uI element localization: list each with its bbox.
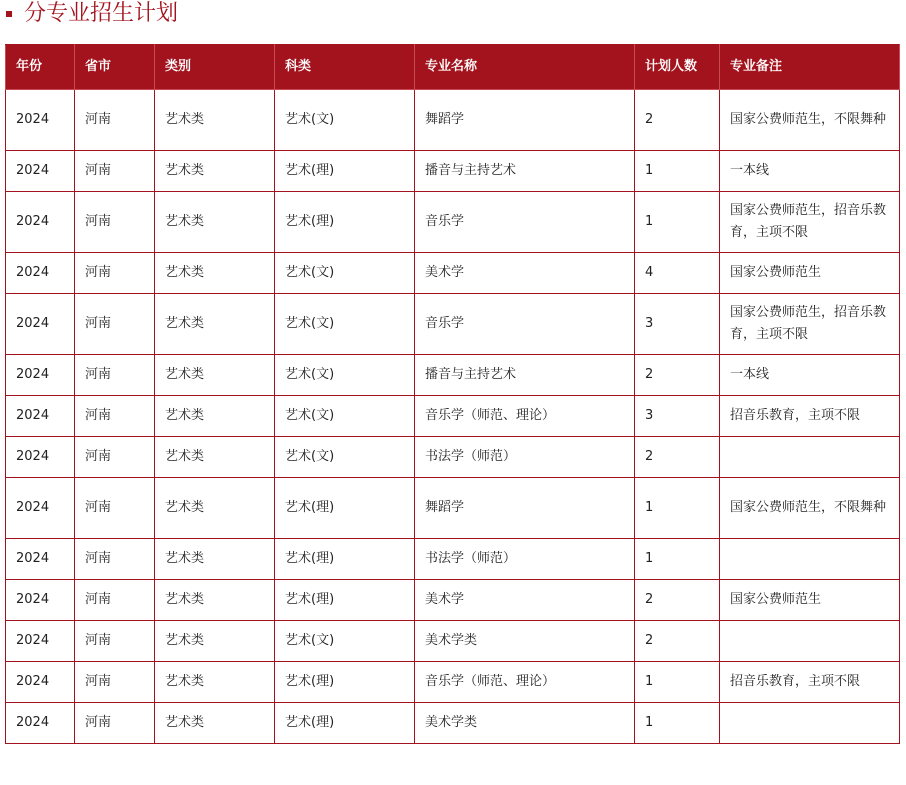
cell-province: 河南	[75, 437, 155, 478]
cell-major: 播音与主持艺术	[415, 151, 635, 192]
table-row	[6, 580, 900, 621]
table-row	[6, 662, 900, 703]
cell-subject-type: 艺术(文)	[275, 253, 415, 294]
cell-province: 河南	[75, 151, 155, 192]
page-title: 分专业招生计划	[24, 1, 179, 26]
cell-year: 2024	[6, 621, 75, 662]
cell-subject-type: 艺术(文)	[275, 621, 415, 662]
cell-notes	[720, 539, 900, 580]
cell-year: 2024	[6, 192, 75, 253]
cell-notes: 一本线	[720, 355, 900, 396]
cell-major: 书法学（师范）	[415, 539, 635, 580]
cell-category: 艺术类	[155, 662, 275, 703]
cell-province: 河南	[75, 580, 155, 621]
cell-year: 2024	[6, 396, 75, 437]
cell-subject-type: 艺术(理)	[275, 478, 415, 539]
cell-notes: 国家公费师范生，招音乐教育，主项不限	[720, 192, 900, 253]
cell-notes	[720, 703, 900, 744]
table-row	[6, 621, 900, 662]
cell-category: 艺术类	[155, 580, 275, 621]
cell-quota: 2	[635, 437, 720, 478]
cell-notes: 招音乐教育，主项不限	[720, 662, 900, 703]
cell-quota: 3	[635, 396, 720, 437]
cell-year: 2024	[6, 90, 75, 151]
cell-year: 2024	[6, 662, 75, 703]
cell-province: 河南	[75, 662, 155, 703]
cell-major: 播音与主持艺术	[415, 355, 635, 396]
cell-category: 艺术类	[155, 151, 275, 192]
cell-quota: 2	[635, 355, 720, 396]
cell-quota: 1	[635, 151, 720, 192]
cell-category: 艺术类	[155, 192, 275, 253]
cell-province: 河南	[75, 539, 155, 580]
cell-category: 艺术类	[155, 396, 275, 437]
cell-year: 2024	[6, 478, 75, 539]
table-row	[6, 253, 900, 294]
cell-subject-type: 艺术(文)	[275, 437, 415, 478]
column-header-subject-type: 科类	[275, 45, 415, 90]
cell-quota: 1	[635, 478, 720, 539]
cell-subject-type: 艺术(理)	[275, 580, 415, 621]
cell-major: 舞蹈学	[415, 90, 635, 151]
cell-province: 河南	[75, 253, 155, 294]
cell-category: 艺术类	[155, 90, 275, 151]
table-row	[6, 539, 900, 580]
section-header	[0, 0, 906, 42]
cell-notes	[720, 437, 900, 478]
cell-year: 2024	[6, 294, 75, 355]
table-row	[6, 396, 900, 437]
title-bullet-icon	[6, 11, 12, 17]
table-row	[6, 294, 900, 355]
cell-notes: 招音乐教育，主项不限	[720, 396, 900, 437]
cell-province: 河南	[75, 396, 155, 437]
cell-year: 2024	[6, 580, 75, 621]
column-header-province: 省市	[75, 45, 155, 90]
table-row	[6, 151, 900, 192]
cell-major: 美术学类	[415, 703, 635, 744]
cell-subject-type: 艺术(理)	[275, 703, 415, 744]
cell-major: 美术学	[415, 580, 635, 621]
cell-subject-type: 艺术(文)	[275, 355, 415, 396]
cell-major: 舞蹈学	[415, 478, 635, 539]
cell-major: 音乐学（师范、理论）	[415, 396, 635, 437]
cell-category: 艺术类	[155, 539, 275, 580]
column-header-quota: 计划人数	[635, 45, 720, 90]
cell-province: 河南	[75, 90, 155, 151]
cell-category: 艺术类	[155, 478, 275, 539]
cell-province: 河南	[75, 621, 155, 662]
column-header-category: 类别	[155, 45, 275, 90]
column-header-notes: 专业备注	[720, 45, 900, 90]
cell-year: 2024	[6, 539, 75, 580]
cell-subject-type: 艺术(理)	[275, 151, 415, 192]
cell-category: 艺术类	[155, 355, 275, 396]
cell-quota: 1	[635, 539, 720, 580]
cell-quota: 2	[635, 580, 720, 621]
table-row	[6, 437, 900, 478]
table-row	[6, 355, 900, 396]
cell-category: 艺术类	[155, 703, 275, 744]
cell-notes: 国家公费师范生，招音乐教育，主项不限	[720, 294, 900, 355]
cell-province: 河南	[75, 192, 155, 253]
cell-year: 2024	[6, 253, 75, 294]
cell-province: 河南	[75, 355, 155, 396]
cell-quota: 1	[635, 192, 720, 253]
cell-quota: 3	[635, 294, 720, 355]
table-row	[6, 478, 900, 539]
column-header-year: 年份	[6, 45, 75, 90]
cell-major: 美术学	[415, 253, 635, 294]
table-row	[6, 703, 900, 744]
cell-notes	[720, 621, 900, 662]
cell-year: 2024	[6, 355, 75, 396]
cell-province: 河南	[75, 478, 155, 539]
cell-province: 河南	[75, 703, 155, 744]
cell-province: 河南	[75, 294, 155, 355]
cell-subject-type: 艺术(理)	[275, 192, 415, 253]
cell-year: 2024	[6, 151, 75, 192]
cell-category: 艺术类	[155, 294, 275, 355]
cell-notes: 一本线	[720, 151, 900, 192]
cell-subject-type: 艺术(文)	[275, 294, 415, 355]
cell-subject-type: 艺术(理)	[275, 539, 415, 580]
cell-year: 2024	[6, 437, 75, 478]
cell-notes: 国家公费师范生，不限舞种	[720, 478, 900, 539]
cell-category: 艺术类	[155, 253, 275, 294]
admission-plan-table	[5, 44, 900, 744]
cell-subject-type: 艺术(文)	[275, 396, 415, 437]
cell-quota: 2	[635, 621, 720, 662]
cell-category: 艺术类	[155, 621, 275, 662]
cell-major: 书法学（师范）	[415, 437, 635, 478]
cell-major: 音乐学	[415, 294, 635, 355]
table-row	[6, 90, 900, 151]
cell-quota: 2	[635, 90, 720, 151]
cell-quota: 1	[635, 703, 720, 744]
cell-major: 美术学类	[415, 621, 635, 662]
cell-subject-type: 艺术(文)	[275, 90, 415, 151]
cell-major: 音乐学（师范、理论）	[415, 662, 635, 703]
cell-quota: 1	[635, 662, 720, 703]
table-row	[6, 192, 900, 253]
cell-notes: 国家公费师范生	[720, 580, 900, 621]
cell-notes: 国家公费师范生，不限舞种	[720, 90, 900, 151]
cell-subject-type: 艺术(理)	[275, 662, 415, 703]
cell-major: 音乐学	[415, 192, 635, 253]
cell-notes: 国家公费师范生	[720, 253, 900, 294]
cell-category: 艺术类	[155, 437, 275, 478]
column-header-major: 专业名称	[415, 45, 635, 90]
cell-year: 2024	[6, 703, 75, 744]
cell-quota: 4	[635, 253, 720, 294]
table-header-row	[6, 45, 900, 90]
